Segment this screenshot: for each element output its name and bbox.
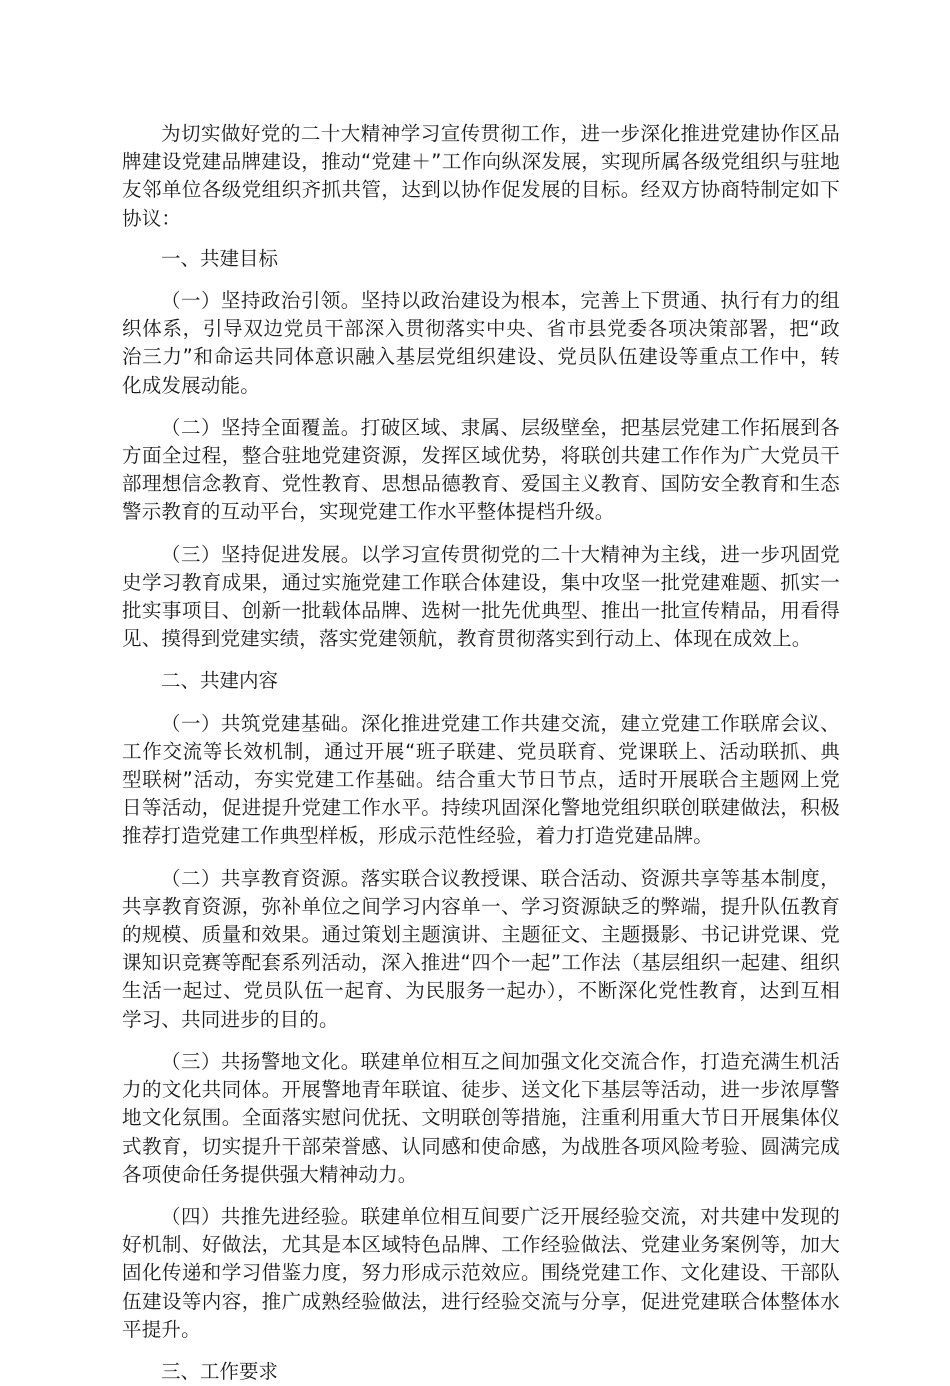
document-page [122, 120, 840, 1386]
content-paragraph-3: （三）共扬警地文化。联建单位相互之间加强文化交流合作，打造充满生机活力的文化共同体。开展警地青年联谊、徒步、送文化下基层等活动，进一步浓厚警地文化氛围。全面落实慰问优抚、文明联创等措施，注重利用重大节日开展集体仪式教育，切实提升干部荣誉感、认同感和使命感，为战胜各项风险考验、圆满完成各项使命任务提供强大精神动力。 [122, 1049, 840, 1186]
goal-paragraph-2: （二）坚持全面覆盖。打破区域、隶属、层级壁垒，把基层党建工作拓展到各方面全过程，整合驻地党建资源，发挥区域优势，将联创共建工作作为广大党员干部理想信念教育、党性教育、思想品德教育、爱国主义教育、国防安全教育和生态警示教育的互动平台，实现党建工作水平整体提档升级。 [122, 415, 840, 524]
intro-paragraph: 为切实做好党的二十大精神学习宣传贯彻工作，进一步深化推进党建协作区品牌建设党建品牌建设，推动“党建＋”工作向纵深发展，实现所属各级党组织与驻地友邻单位各级党组织齐抓共管，达到以协作促发展的目标。经双方协商特制定如下协议： [122, 122, 840, 230]
content-paragraph-4: （四）共推先进经验。联建单位相互间要广泛开展经验交流，对共建中发现的好机制、好做法，尤其是本区域特色品牌、工作经验做法、党建业务案例等，加大固化传递和学习借鉴力度，努力形成示范效应。围绕党建工作、文化建设、干部队伍建设等内容，推广成熟经验做法，进行经验交流与分享，促进党建联合体整体水平提升。 [122, 1204, 840, 1341]
content-paragraph-2: （二）共享教育资源。落实联合议教授课、联合活动、资源共享等基本制度，共享教育资源，弥补单位之间学习内容单一、学习资源缺乏的弊端，提升队伍教育的规模、质量和效果。通过策划主题演讲、主题征文、主题摄影、书记讲党课、党课知识竞赛等配套系列活动，深入推进“四个一起”工作法（基层组织一起建、组织生活一起过、党员队伍一起育、为民服务一起办），不断深化党性教育，达到互相学习、共同进步的目的。 [122, 866, 840, 1031]
section-heading-goals: 一、共建目标 [161, 246, 279, 270]
goal-paragraph-1: （一）坚持政治引领。坚持以政治建设为根本，完善上下贯通、执行有力的组织体系，引导双边党员干部深入贯彻落实中央、省市县党委各项决策部署，把“政治三力”和命运共同体意识融入基层党组织建设、党员队伍建设等重点工作中，转化成发展动能。 [122, 289, 840, 397]
section-heading-requirements: 三、工作要求 [161, 1359, 279, 1383]
goal-paragraph-3: （三）坚持促进发展。以学习宣传贯彻党的二十大精神为主线，进一步巩固党史学习教育成果，通过实施党建工作联合体建设，集中攻坚一批党建难题、抓实一批实事项目、创新一批载体品牌、选树一批先优典型、推出一批宣传精品，用看得见、摸得到党建实绩，落实党建领航，教育贯彻落实到行动上、体现在成效上。 [122, 542, 840, 651]
section-heading-content: 二、共建内容 [161, 669, 279, 693]
content-paragraph-1: （一）共筑党建基础。深化推进党建工作共建交流，建立党建工作联席会议、工作交流等长效机制，通过开展“班子联建、党员联育、党课联上、活动联抓、典型联树”活动，夯实党建工作基础。结合重大节日节点，适时开展联合主题网上党日等活动，促进提升党建工作水平。持续巩固深化警地党组织联创联建做法，积极推荐打造党建工作典型样板，形成示范性经验，着力打造党建品牌。 [122, 711, 840, 848]
